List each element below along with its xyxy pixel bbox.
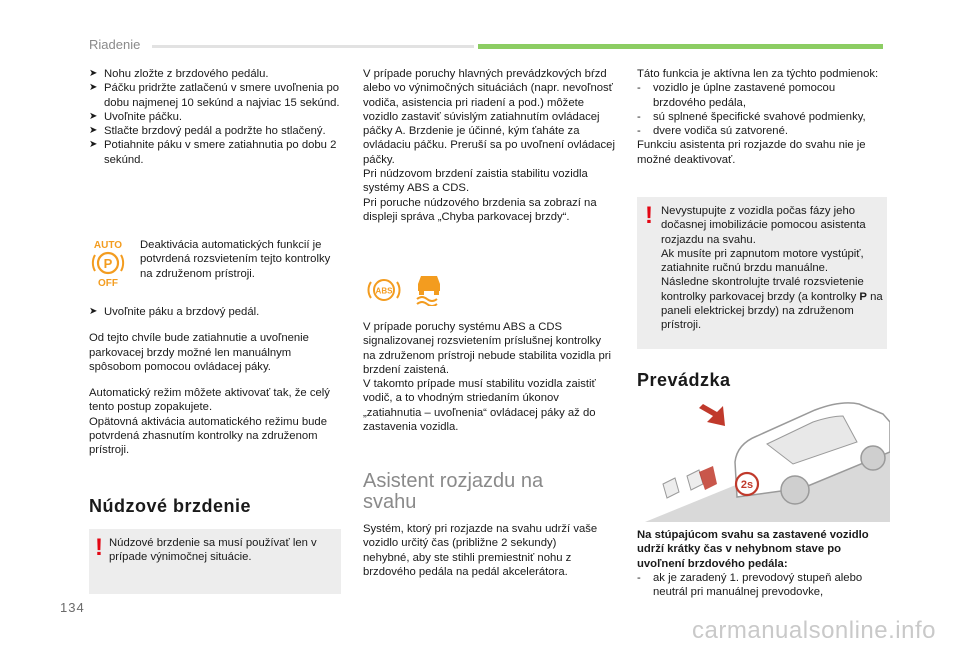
paragraph: Opätovná aktivácia automatického režimu bude potvrdená zhasnutím kontrolky na združenom prístroji. xyxy=(89,415,327,457)
warning-text: Nevystupujte z vozidla počas fázy jeho dočasnej imobilizácie pomocou asistenta rozjazdu na svahu. Ak musíte pri zapnutom motore vystúpiť, zatiahnite ručnú brzdu manuálne. Následne skontrolujte trvalé rozsvietenie kontrolky parkovacej brzdy (a kontrolky P na paneli elektrickej brzdy) na združenom prístroji. xyxy=(661,205,883,332)
abs-label: ABS xyxy=(375,286,393,296)
bold-paragraph: Na stúpajúcom svahu sa zastavené vozidlo udrží krátky čas v nehybnom stave po uvoľnení brzdového pedála: xyxy=(637,529,869,570)
header-divider xyxy=(152,45,474,48)
heading-operation: Prevádzka xyxy=(637,370,731,390)
bullet-icon: ➤ xyxy=(89,110,98,122)
column-3 xyxy=(637,67,887,167)
bullet-icon: ➤ xyxy=(89,68,98,79)
warning-icon: ! xyxy=(95,534,103,561)
auto-p-off-icon xyxy=(89,238,127,288)
section-title: Riadenie xyxy=(89,37,141,52)
heading-hill-start-assist: Asistent rozjazdu na svahu xyxy=(363,470,544,513)
paragraph: Funkciu asistenta pri rozjazde do svahu nie je možné deaktivovať. xyxy=(637,139,866,166)
p-letter: P xyxy=(103,256,113,271)
warning-box xyxy=(637,197,887,349)
step-item: ➤ Uvoľnite páčku. xyxy=(89,110,183,123)
paragraph: Táto funkcia je aktívna len za týchto podmienok: xyxy=(637,68,879,80)
condition-item: - vozidlo je úplne zastavené pomocou brzdového pedála, xyxy=(637,82,836,109)
condition-item: - sú splnené špecifické svahové podmienky, xyxy=(637,110,866,123)
paragraph: Automatický režim môžete aktivovať tak, že celý tento postup zopakujete. xyxy=(89,387,330,414)
step-item: ➤ Uvoľnite páku a brzdový pedál. xyxy=(89,306,260,318)
warning-text: Núdzové brzdenie sa musí používať len v prípade výnimočnej situácie. xyxy=(109,537,317,564)
auto-label: AUTO xyxy=(93,240,123,251)
paragraph-hill-assist: Systém, ktorý pri rozjazde na svahu udrží vaše vozidlo určitý čas (približne 2 sekundy) nehybné, aby ste stihli premiestniť nohu z brzdového pedála na pedál akcelerátora. xyxy=(363,523,598,578)
condition-item: - ak je zaradený 1. prevodový stupeň alebo neutrál pri manuálnej prevodovke, xyxy=(637,571,863,599)
bullet-icon: ➤ xyxy=(89,82,98,94)
step-item: ➤ Nohu zložte z brzdového pedálu. xyxy=(89,68,269,80)
bullet-icon: ➤ xyxy=(89,306,98,317)
paragraph: V prípade poruchy systému ABS a CDS signalizovanej rozsvietením príslušnej kontrolky na združenom prístroji nebude stabilita vozidla pri brzdení zaistená. xyxy=(363,321,612,376)
column-1 xyxy=(89,67,341,167)
paragraph: Od tejto chvíle bude zatiahnutie a uvoľnenie parkovacej brzdy možné len manuálnym spôsobom pomocou ovládacej páky. xyxy=(89,332,309,373)
warning-icon: ! xyxy=(645,202,653,229)
timer-badge: 2s xyxy=(740,479,754,491)
column-3-lower xyxy=(637,528,887,599)
step-item: ➤ Potiahnite páku v smere zatiahnutia po dobu 2 sekúnd. xyxy=(89,139,337,166)
indicator-info-text: Deaktivácia automatických funkcií je potvrdená rozsvietením tejto kontrolky na združenom prístroji. xyxy=(140,239,331,280)
paragraph: V prípade poruchy hlavných prevádzkových bŕzd alebo vo výnimočných situáciách (napr. nevoľnosť vodiča, asistencia pri riadení a pod.) môžete vozidlo zastaviť súvislým zatiahnutím ovládacej páčky A. Brzdenie je účinné, kým ťaháte za ovládaciu páčku. Preruší sa po uvoľnení ovládacej páčky. xyxy=(363,68,615,166)
off-label: OFF xyxy=(98,278,118,288)
watermark: carmanualsonline.info xyxy=(692,617,936,644)
page-number: 134 xyxy=(60,600,85,615)
bullet-icon: ➤ xyxy=(89,139,98,151)
car-on-slope-illustration xyxy=(645,392,890,522)
column-2-middle xyxy=(363,320,616,434)
warning-box xyxy=(89,529,341,594)
heading-emergency-braking: Núdzové brzdenie xyxy=(89,496,252,516)
header-accent-bar xyxy=(478,44,883,49)
column-2 xyxy=(363,67,616,224)
bullet-icon: ➤ xyxy=(89,125,98,137)
stability-control-icon xyxy=(414,270,444,306)
step-item: ➤ Páčku pridržte zatlačenú v smere uvoľnenia po dobu najmenej 10 sekúnd a najviac 15 sekúnd. xyxy=(89,82,340,109)
paragraph: V takomto prípade musí stabilitu vozidla zaistiť vodič, a to vhodným striedaním úkonov „zatiahnutia – uvoľnenia“ ovládacej páky až do zastavenia vozidla. xyxy=(363,378,596,434)
paragraph: Pri poruche núdzového brzdenia sa zobrazí na displeji správa „Chyba parkovacej brzdy“. xyxy=(363,196,597,223)
column-1-lower xyxy=(89,305,341,458)
condition-item: - dvere vodiča sú zatvorené. xyxy=(637,125,789,138)
paragraph: Pri núdzovom brzdení zaistia stabilitu vozidla systémy ABS a CDS. xyxy=(363,168,588,195)
step-item: ➤ Stlačte brzdový pedál a podržte ho stlačený. xyxy=(89,125,326,138)
abs-warning-icon xyxy=(366,276,402,304)
